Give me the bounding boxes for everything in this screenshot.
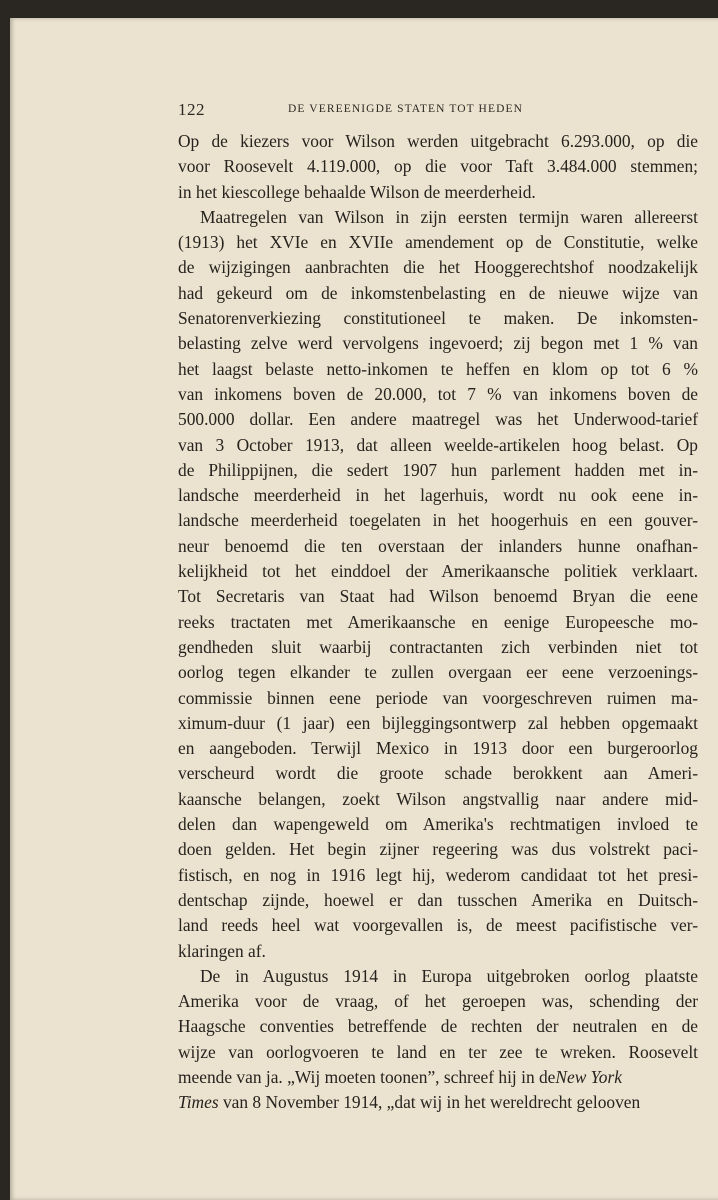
- text-line: wijze van oorlogvoeren te land en ter zee te wreken. Roosevelt: [178, 1041, 698, 1062]
- text-line: kelijkheid tot het einddoel der Amerikaansche politiek verklaart.: [178, 561, 698, 582]
- text-line: neur benoemd die ten overstaan der inlanders hunne onafhan-: [178, 535, 698, 556]
- newspaper-title: New York: [555, 1066, 622, 1087]
- text-line: en aangeboden. Terwijl Mexico in 1913 door een burgeroorlog: [178, 738, 698, 759]
- text-line: [178, 1065, 698, 1090]
- text-line: Haagsche conventies betreffende de rechten der neutralen en de: [178, 1016, 698, 1037]
- body-text: [178, 129, 698, 1116]
- text-line: voor Roosevelt 4.119.000, op die voor Taft 3.484.000 stemmen;: [178, 156, 698, 177]
- page-header: [178, 100, 698, 124]
- text-line: dentschap zijnde, hoewel er dan tusschen Amerika en Duitsch-: [178, 889, 698, 910]
- text-line: landsche meerderheid in het lagerhuis, wordt nu ook eene in-: [178, 485, 698, 506]
- text-line: Maatregelen van Wilson in zijn eersten termijn waren allereerst: [200, 206, 698, 227]
- page-number: 122: [178, 100, 205, 119]
- text-line: land reeds heel wat voorgevallen is, de meest pacifistische ver-: [178, 915, 698, 936]
- text-line: fistisch, en nog in 1916 legt hij, wederom candidaat tot het presi-: [178, 864, 698, 885]
- text-line: oorlog tegen elkander te zullen overgaan eer eene verzoenings-: [178, 662, 698, 683]
- running-title: DE VEREENIGDE STATEN TOT HEDEN: [288, 103, 524, 115]
- text-line: Amerika voor de vraag, of het geroepen was, schending der: [178, 991, 698, 1012]
- text-line: in het kiescollege behaalde Wilson de meerderheid.: [178, 181, 536, 202]
- text-line: de Philippijnen, die sedert 1907 hun parlement hadden met in-: [178, 459, 698, 480]
- text-line: klaringen af.: [178, 940, 266, 961]
- text-line: doen gelden. Het begin zijner regeering was dus volstrekt paci-: [178, 839, 698, 860]
- text-line: landsche meerderheid toegelaten in het hoogerhuis en een gouver-: [178, 510, 698, 531]
- text-line: Op de kiezers voor Wilson werden uitgebracht 6.293.000, op die: [178, 131, 698, 151]
- text-line: reeks tractaten met Amerikaansche en eenige Europeesche mo-: [178, 611, 698, 632]
- text-line: De in Augustus 1914 in Europa uitgebroken oorlog plaatste: [200, 965, 698, 986]
- text-line: had gekeurd om de inkomstenbelasting en de nieuwe wijze van: [178, 282, 698, 303]
- text-line: kaansche belangen, zoekt Wilson angstvallig naar andere mid-: [178, 788, 698, 809]
- text-line: gendheden sluit waarbij contractanten zich verbinden niet tot: [178, 636, 698, 657]
- newspaper-title-end: Times: [178, 1092, 219, 1113]
- text-line: 500.000 dollar. Een andere maatregel was het Underwood-tarief: [178, 409, 698, 430]
- text-line: ximum-duur (1 jaar) een bijleggingsontwerp zal hebben opgemaakt: [178, 712, 698, 733]
- text-segment: van 8 November 1914, „dat wij in het wereldrecht gelooven: [222, 1092, 641, 1113]
- text-line: van inkomens boven de 20.000, tot 7 % van inkomens boven de: [178, 383, 698, 404]
- text-line: commissie binnen eene periode van voorgeschreven ruimen ma-: [178, 687, 698, 708]
- text-line: verscheurd wordt die groote schade berokkent aan Ameri-: [178, 763, 698, 784]
- text-line: Tot Secretaris van Staat had Wilson benoemd Bryan die eene: [178, 586, 698, 607]
- text-line: Senatorenverkiezing constitutioneel te maken. De inkomsten-: [178, 308, 698, 329]
- text-segment: meende van ja. „Wij moeten toonen”, schreef hij in de: [178, 1066, 556, 1087]
- text-line: van 3 October 1913, dat alleen weelde-artikelen hoog belast. Op: [178, 434, 698, 455]
- text-line: [178, 1090, 698, 1115]
- text-line: het laagst belaste netto-inkomen te heffen en klom op tot 6 %: [178, 358, 698, 379]
- text-line: belasting zelve werd vervolgens ingevoerd; zij begon met 1 % van: [178, 333, 698, 354]
- text-line: de wijzigingen aanbrachten die het Hooggerechtshof noodzakelijk: [178, 257, 698, 278]
- text-line: (1913) het XVIe en XVIIe amendement op de Constitutie, welke: [178, 232, 698, 253]
- text-line: delen dan wapengeweld om Amerika's rechtmatigen invloed te: [178, 814, 698, 835]
